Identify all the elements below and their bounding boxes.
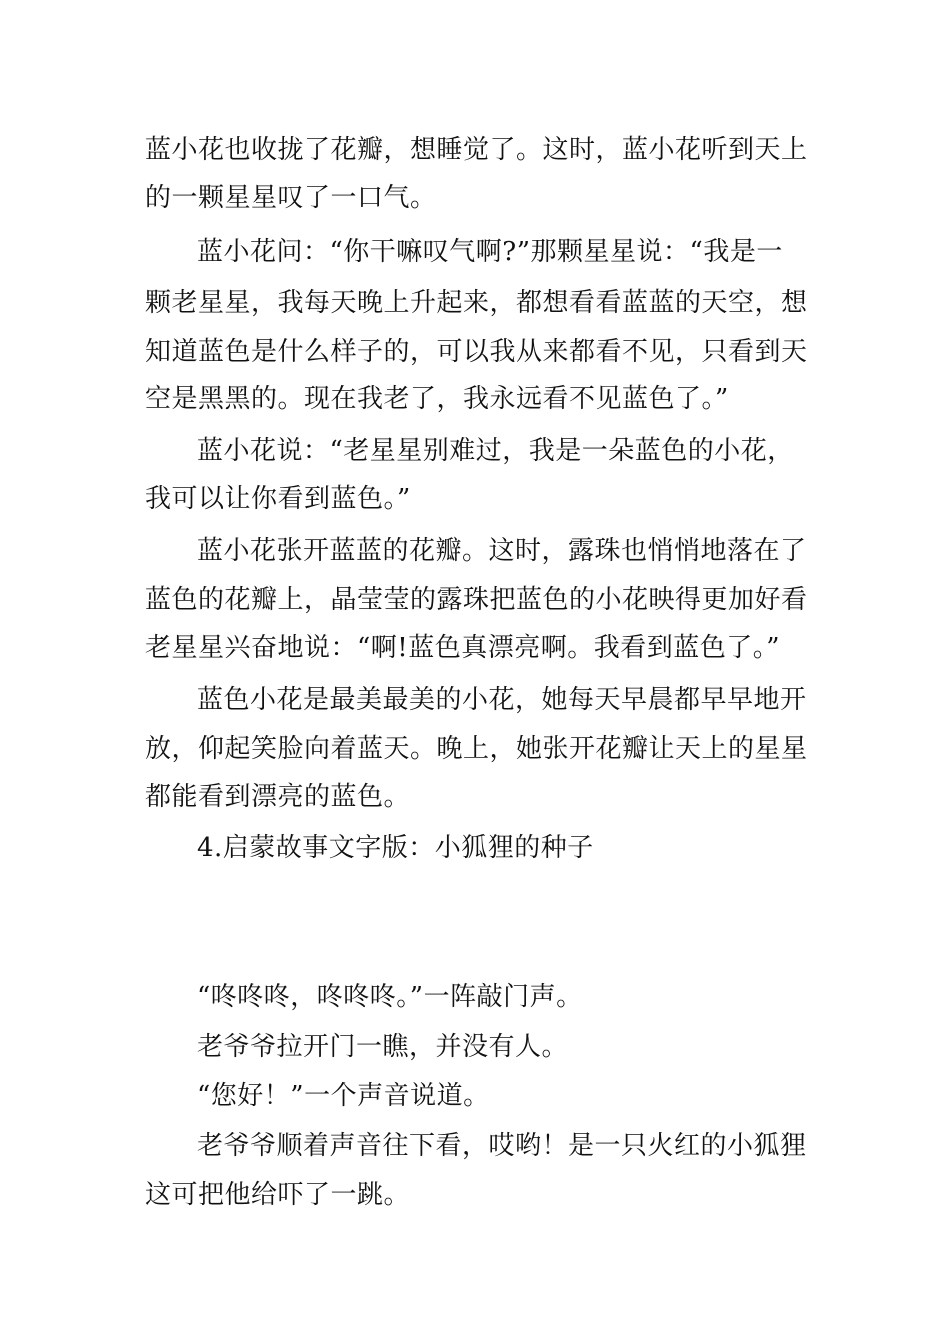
- text-line: 蓝小花说：“老星星别难过，我是一朵蓝色的小花，: [197, 436, 794, 466]
- text-line: 知道蓝色是什么样子的，可以我从来都看不见，只看到天: [145, 337, 808, 367]
- text-line: 老星星兴奋地说：“啊!蓝色真漂亮啊。我看到蓝色了。”: [145, 633, 781, 663]
- text-line: “您好！”一个声音说道。: [197, 1081, 490, 1111]
- text-line: 我可以让你看到蓝色。”: [145, 484, 411, 514]
- text-line: “咚咚咚，咚咚咚。”一阵敲门声。: [197, 982, 583, 1012]
- text-line: 蓝色小花是最美最美的小花，她每天早晨都早早地开: [197, 685, 807, 715]
- text-line: 蓝小花也收拢了花瓣，想睡觉了。这时，蓝小花听到天上: [145, 135, 808, 165]
- text-line: 蓝小花问：“你干嘛叹气啊?”那颗星星说：“我是一: [197, 237, 783, 267]
- text-line: 老爷爷拉开门一瞧，并没有人。: [197, 1032, 569, 1062]
- text-line: 蓝小花张开蓝蓝的花瓣。这时，露珠也悄悄地落在了: [197, 536, 807, 566]
- text-line: 蓝色的花瓣上，晶莹莹的露珠把蓝色的小花映得更加好看: [145, 585, 808, 615]
- text-line: 的一颗星星叹了一口气。: [145, 183, 437, 213]
- text-line: 老爷爷顺着声音往下看，哎哟！是一只火红的小狐狸: [197, 1131, 807, 1161]
- text-line: 空是黑黑的。现在我老了，我永远看不见蓝色了。”: [145, 384, 729, 414]
- text-line: 都能看到漂亮的蓝色。: [145, 782, 411, 812]
- section-heading: 4.启蒙故事文字版：小狐狸的种子: [197, 833, 594, 863]
- text-line: 颗老星星，我每天晚上升起来，都想看看蓝蓝的天空，想: [145, 288, 808, 318]
- text-line: 放，仰起笑脸向着蓝天。晚上，她张开花瓣让天上的星星: [145, 734, 808, 764]
- text-line: 这可把他给吓了一跳。: [145, 1180, 411, 1210]
